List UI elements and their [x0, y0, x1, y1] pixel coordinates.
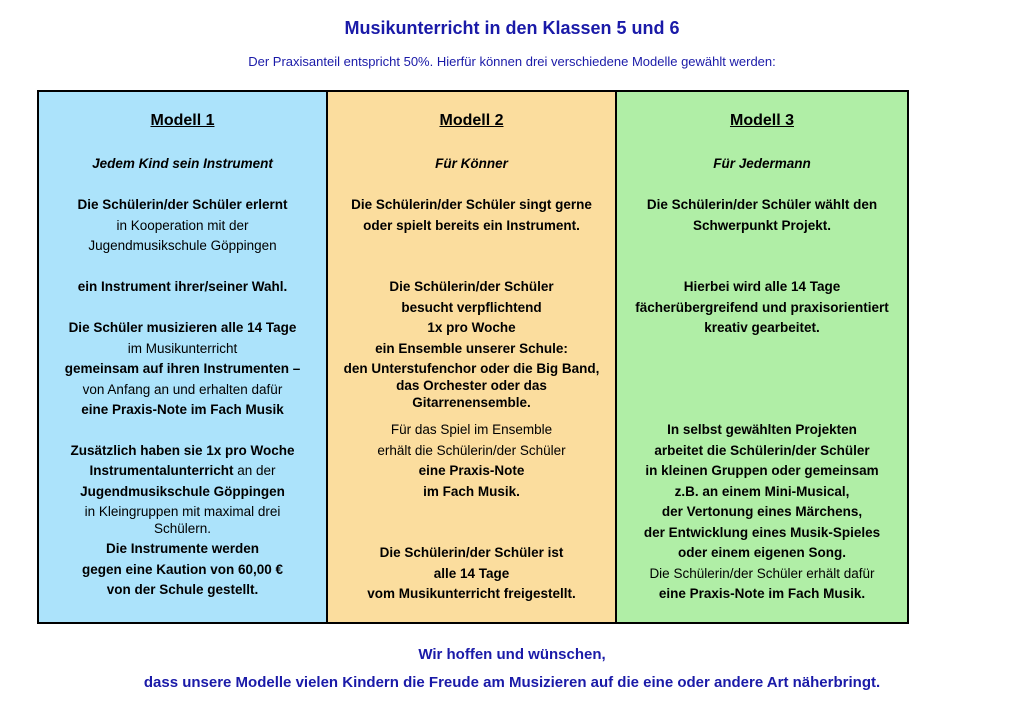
model-3-line: Die Schülerin/der Schüler wählt den	[646, 197, 878, 212]
model-3-column	[617, 92, 907, 622]
model-3-line: z.B. an einem Mini-Musical,	[674, 484, 850, 499]
model-3-line: oder einem eigenen Song.	[677, 545, 847, 560]
model-3-tagline: Für Jedermann	[713, 156, 811, 171]
model-3-line: Schwerpunkt Projekt.	[692, 218, 832, 233]
model-3-line: in kleinen Gruppen oder gemeinsam	[645, 463, 879, 478]
model-2-heading: Modell 2	[439, 112, 504, 129]
model-3-line: eine Praxis-Note im Fach Musik.	[658, 586, 866, 601]
model-1-line: von der Schule gestellt.	[106, 582, 259, 597]
model-1-line: in Kleingruppen mit maximal drei	[84, 504, 281, 519]
model-1-line: gegen eine Kaution von 60,00 €	[81, 562, 284, 577]
footer-line-1: Wir hoffen und wünschen,	[418, 646, 606, 663]
page-subtitle: Der Praxisanteil entspricht 50%. Hierfür können drei verschiedene Modelle gewählt werden:	[248, 54, 776, 69]
model-2-line: 1x pro Woche	[427, 320, 516, 335]
page-title: Musikunterricht in den Klassen 5 und 6	[344, 18, 680, 38]
model-3-line: In selbst gewählten Projekten	[667, 422, 857, 437]
model-2-line: besucht verpflichtend	[401, 300, 542, 315]
model-1-line: Die Instrumente werden	[105, 541, 260, 556]
model-2-line: eine Praxis-Note	[418, 463, 525, 478]
model-2-line: ein Ensemble unserer Schule:	[375, 341, 568, 356]
model-2-line: Die Schülerin/der Schüler singt gerne	[351, 197, 592, 212]
model-3-heading: Modell 3	[729, 112, 794, 129]
model-1-line: im Musikunterricht	[127, 341, 238, 356]
model-1-line: von Anfang an und erhalten dafür	[82, 382, 283, 397]
model-2-line: den Unterstufenchor oder die Big Band,	[343, 361, 600, 376]
model-1-line: Zusätzlich haben sie 1x pro Woche	[70, 443, 295, 458]
model-3-line: der Entwicklung eines Musik-Spieles	[643, 525, 881, 540]
footer-line-2: dass unsere Modelle vielen Kindern die Freude am Musizieren auf die eine oder andere Art näherbringt.	[143, 674, 881, 691]
model-1-line: eine Praxis-Note im Fach Musik	[81, 402, 284, 417]
model-2-column	[328, 92, 617, 622]
model-2-line: im Fach Musik.	[423, 484, 520, 499]
model-2-line: vom Musikunterricht freigestellt.	[367, 586, 576, 601]
model-2-line: oder spielt bereits ein Instrument.	[363, 218, 580, 233]
model-1-line: Die Schüler musizieren alle 14 Tage	[68, 320, 297, 335]
model-2-line: das Orchester oder das	[396, 378, 547, 393]
model-1-line: gemeinsam auf ihren Instrumenten –	[64, 361, 301, 376]
model-1-tagline: Jedem Kind sein Instrument	[92, 156, 273, 171]
model-2-line: Für das Spiel im Ensemble	[390, 422, 553, 437]
model-2-line: erhält die Schülerin/der Schüler	[377, 443, 566, 458]
model-2-line: Die Schülerin/der Schüler	[389, 279, 554, 294]
model-3-line: der Vertonung eines Märchens,	[661, 504, 863, 519]
model-3-line: Hierbei wird alle 14 Tage	[683, 279, 841, 294]
model-3-line: Die Schülerin/der Schüler erhält dafür	[649, 566, 875, 581]
model-1-column	[39, 92, 328, 622]
model-2-line: Die Schülerin/der Schüler ist	[379, 545, 564, 560]
model-1-line-bold-part: Instrumentalunterricht	[89, 463, 234, 478]
model-1-line-plain-part: an der	[233, 463, 276, 478]
model-2-line: Gitarrenensemble.	[412, 395, 531, 410]
model-1-line: in Kooperation mit der	[116, 218, 249, 233]
models-table	[37, 90, 909, 624]
model-1-line: Jugendmusikschule Göppingen	[80, 484, 285, 499]
model-2-tagline: Für Könner	[435, 156, 508, 171]
model-1-line: ein Instrument ihrer/seiner Wahl.	[77, 279, 288, 294]
model-1-heading: Modell 1	[150, 112, 215, 129]
model-3-line: arbeitet die Schülerin/der Schüler	[654, 443, 870, 458]
model-1-line: Jugendmusikschule Göppingen	[88, 238, 277, 253]
model-3-line: kreativ gearbeitet.	[704, 320, 820, 335]
model-1-line: Die Schülerin/der Schüler erlernt	[77, 197, 288, 212]
model-2-line: alle 14 Tage	[433, 566, 510, 581]
model-1-line: Schülern.	[153, 521, 212, 536]
model-1-line-mixed	[39, 462, 326, 479]
model-3-line: fächerübergreifend und praxisorientiert	[635, 300, 889, 315]
